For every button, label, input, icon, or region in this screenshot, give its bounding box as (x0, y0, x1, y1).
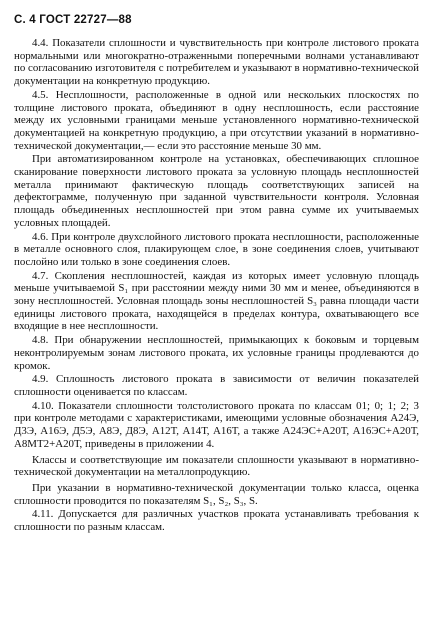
paragraph-4-8: 4.8. При обнаружении несплошностей, примыкающих к боковым и торцевым неконтролируемым зонам листового проката, их условные границы продлеваются до кромок. (14, 334, 419, 372)
paragraph-4-7: 4.7. Скопления несплошностей, каждая из которых имеет условную площадь меньше учитываемой S₁ при расстоянии между ними 30 мм и менее, объединяются в зону несплошностей. Условная площадь зоны несплошностей S₃ равна площади части единицы листового проката, находящейся в пределах контура, охватывающего все входящие в нее несплошности. (14, 269, 419, 333)
paragraph-automated-control: При автоматизированном контроле на установках, обеспечивающих сплошное сканирование поверхности листового проката за условную площадь несплошностей металла принимают фактическую площадь соответствующих записей на дефектограмме, полученную при заданной чувствительности контроля. Условная площадь объединенных несплошностей при этом равна сумме их учитываемых условных площадей. (14, 153, 419, 229)
page-header: С. 4 ГОСТ 22727—88 (14, 14, 132, 26)
paragraph-4-6: 4.6. При контроле двухслойного листового проката несплошности, расположенные в металле основного слоя, плакирующем слое, в зоне соединения слоев, учитывают послойно или только в зоне соединения слоев. (14, 230, 419, 268)
paragraph-class-only: При указании в нормативно-технической документации только класса, оценка сплошности проводится по показателям S₁, S₂, S₃, S. (14, 481, 419, 507)
paragraph-4-4: 4.4. Показатели сплошности и чувствительность при контроле листового проката нормальными или многократно-отраженными поперечными волнами устанавливают по согласованию изготовителя с потребителем и указывают в нормативно-технической документации на конкретную продукцию. (14, 37, 419, 88)
paragraph-4-11: 4.11. Допускается для различных участков проката устанавливать требования к сплошности по разным классам. (14, 508, 419, 534)
paragraph-4-10: 4.10. Показатели сплошности толстолистового проката по классам 01; 0; 1; 2; 3 при контроле методами с характеристиками, имеющими условные обозначения А24Э, Д3Э, А16Э, Д5Э, А8Э, Д8Э, А12Т, А14Т, А16Т, а также А24ЭС+А20Т, А16ЭС+А20Т, А8МТ2+А20Т, приведены в приложении 4. (14, 399, 419, 450)
paragraph-4-9: 4.9. Сплошность листового проката в зависимости от величин показателей сплошности оценивается по классам. (14, 373, 419, 398)
document-body (14, 37, 419, 534)
document-page (14, 13, 419, 535)
paragraph-classes: Классы и соответствующие им показатели сплошности указывают в нормативно-технической документации на металлопродукцию. (14, 453, 419, 479)
paragraph-4-5: 4.5. Несплошности, расположенные в одной или нескольких плоскостях по толщине листового проката, объединяют в одну несплошность, если расстояние между их условными границами меньше установленного нормативно-технической документацией на конкретную продукцию, а при отсутствии указаний в нормативно-технической документации,— если это расстояние меньше 30 мм. (14, 88, 419, 152)
